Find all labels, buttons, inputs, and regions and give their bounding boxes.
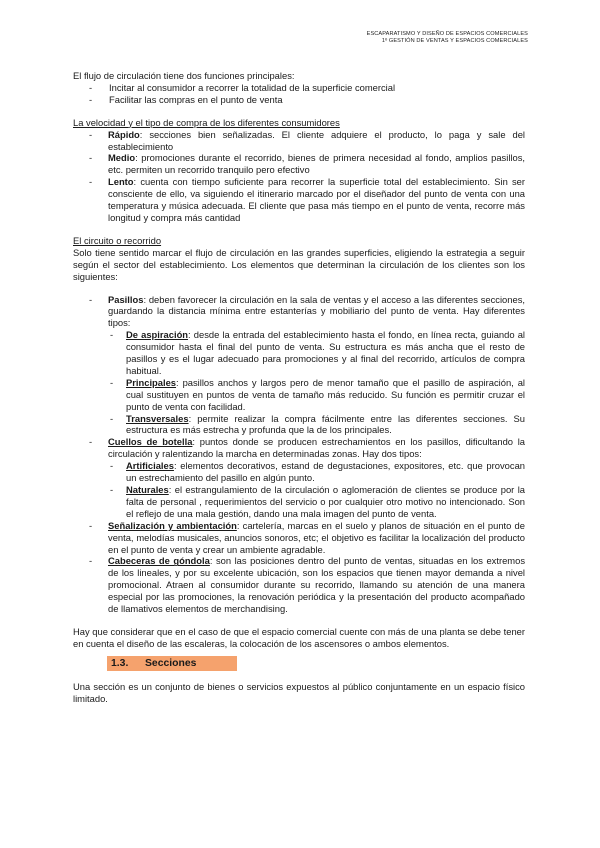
item-term: De aspiración xyxy=(126,329,189,341)
sub-list-item xyxy=(108,377,525,413)
item-text: : desde la entrada del establecimiento hasta el fondo, en línea recta, guiando al consumidor hasta el final del punto de venta. Su estructura es más ancha que el resto de pasillos y es el lugar adecuado para promociones y al final del recorrido, artículos de compra habitual. xyxy=(126,329,525,376)
item-term: Pasillos xyxy=(108,293,144,305)
item-term: Artificiales xyxy=(126,460,174,472)
list-item xyxy=(73,129,525,153)
item-term: Lento xyxy=(108,176,134,188)
sub-list xyxy=(108,460,525,520)
item-text: : cuenta con tiempo suficiente para recorrer la superficie total del establecimiento. Sin ser consciente de ello, va siguiendo el itinerario marcado por el diseñador del punto de venta con una temperatura y música adecuada. El cliente que pasa más tiempo en el punto de venta, recorre más longitud y compra más cantidad xyxy=(108,176,525,223)
circuit-paragraph: Solo tiene sentido marcar el flujo de circulación en las grandes superficies, eligiendo la estrategia a seguir según el sector del establecimiento. Los elementos que determinan la circulación de los clientes son los siguientes: xyxy=(73,246,525,282)
sub-list-item xyxy=(108,484,525,520)
list-item xyxy=(73,176,525,224)
page-header xyxy=(367,31,528,45)
item-text: : secciones bien señalizadas. El cliente adquiere el producto, lo paga y sale del establecimiento xyxy=(108,128,525,152)
item-text: : permite realizar la compra fácilmente entre las diferentes secciones. Su estructura es más estrecha y profunda que la de los principales. xyxy=(126,412,525,436)
velocity-heading: La velocidad y el tipo de compra de los diferentes consumidores xyxy=(73,116,340,128)
item-term: Cuellos de botella xyxy=(108,436,193,448)
header-line-1: ESCAPARATISMO Y DISEÑO DE ESPACIOS COMERCIALES xyxy=(366,31,528,37)
section-number: 1.3. xyxy=(111,657,129,669)
sub-list xyxy=(108,329,525,436)
velocity-list xyxy=(73,129,525,224)
sub-list-item xyxy=(108,413,525,437)
list-item xyxy=(73,436,525,519)
item-text: : elementos decorativos, estand de degustaciones, expositores, etc. que provocan un estrechamiento del pasillo en algún punto. xyxy=(126,460,525,484)
item-text: : deben favorecer la circulación en la sala de ventas y el acceso a las diferentes secciones, guardando la distancia mínima entre estanterías y mobiliario del punto de venta. Hay diferentes tipos: xyxy=(108,293,525,329)
list-item xyxy=(73,520,525,556)
list-item xyxy=(73,294,525,437)
item-term: Principales xyxy=(126,376,177,388)
circuit-heading: El circuito o recorrido xyxy=(73,234,162,246)
item-term: Señalización y ambientación xyxy=(108,519,237,531)
item-text: : son las posiciones dentro del punto de ventas, situadas en los extremos de los lineales, y por su excelente ubicación, son los espacios que tienen mayor demanda a nivel promocional. Atraen al consumidor durante su recorrido, llamando su atención de una manera especial por las promociones, la renovación periódica y la presentación del producto acompañado de llamativos elementos de merchandising. xyxy=(108,555,526,615)
list-item xyxy=(73,152,525,176)
section-heading xyxy=(107,656,237,671)
circuit-list xyxy=(73,294,525,615)
list-item xyxy=(73,555,525,615)
item-text: : promociones durante el recorrido, bienes de primera necesidad al fondo, amplios pasillos, etc. permiten un recorrido tranquilo pero efectivo xyxy=(108,152,525,176)
item-term: Naturales xyxy=(126,484,169,495)
section-paragraph: Una sección es un conjunto de bienes o servicios expuestos al público conjuntamente en un espacio físico limitado. xyxy=(73,680,525,704)
header-line-2: 1º GESTIÓN DE VENTAS Y ESPACIOS COMERCIALES xyxy=(381,38,528,45)
list-item: - Facilitar las compras en el punto de venta xyxy=(73,94,525,106)
item-text: : el estrangulamiento de la circulación o aglomeración de clientes se produce por la falta de personal , requerimientos del servicio o por cualquier otro motivo no intencionado. Son el reflejo de una mala gestión, dando una mala imagen del punto de venta. xyxy=(126,484,525,519)
sub-list-item xyxy=(108,329,525,377)
sub-list-item xyxy=(108,460,525,484)
item-text: : pasillos anchos y largos pero de menor tamaño que el pasillo de aspiración, al cual sustituyen en puntos de venta de tamaño más reducido. Su función es permitir cruzar el punto de venta con facilidad. xyxy=(126,376,525,412)
intro-text: El flujo de circulación tiene dos funciones principales: xyxy=(73,70,295,81)
section-title: Secciones xyxy=(145,657,197,669)
item-term: Transversales xyxy=(126,412,189,424)
item-text: : cartelería, marcas en el suelo y planos de situación en el punto de venta, melodías musicales, anuncios sonoros, etc; el objetivo es facilitar la localización del producto en el punto de venta y crear un ambiente agradable. xyxy=(108,519,525,555)
item-term: Cabeceras de góndola xyxy=(108,555,210,567)
closing-paragraph: Hay que considerar que en el caso de que el espacio comercial cuente con más de una planta se debe tener en cuenta el diseño de las escaleras, la colocación de los ascensores o ambos elementos. xyxy=(73,625,525,649)
document-body xyxy=(73,70,525,705)
item-term: Medio xyxy=(108,152,136,164)
item-term: Rápido xyxy=(108,128,140,140)
intro-list xyxy=(73,82,525,106)
list-item: - Incitar al consumidor a recorrer la totalidad de la superficie comercial xyxy=(73,82,525,94)
item-text: : puntos donde se producen estrechamientos en los pasillos, dificultando la circulación y ralentizando la marcha en determinadas zonas. Hay dos tipos: xyxy=(108,436,526,460)
